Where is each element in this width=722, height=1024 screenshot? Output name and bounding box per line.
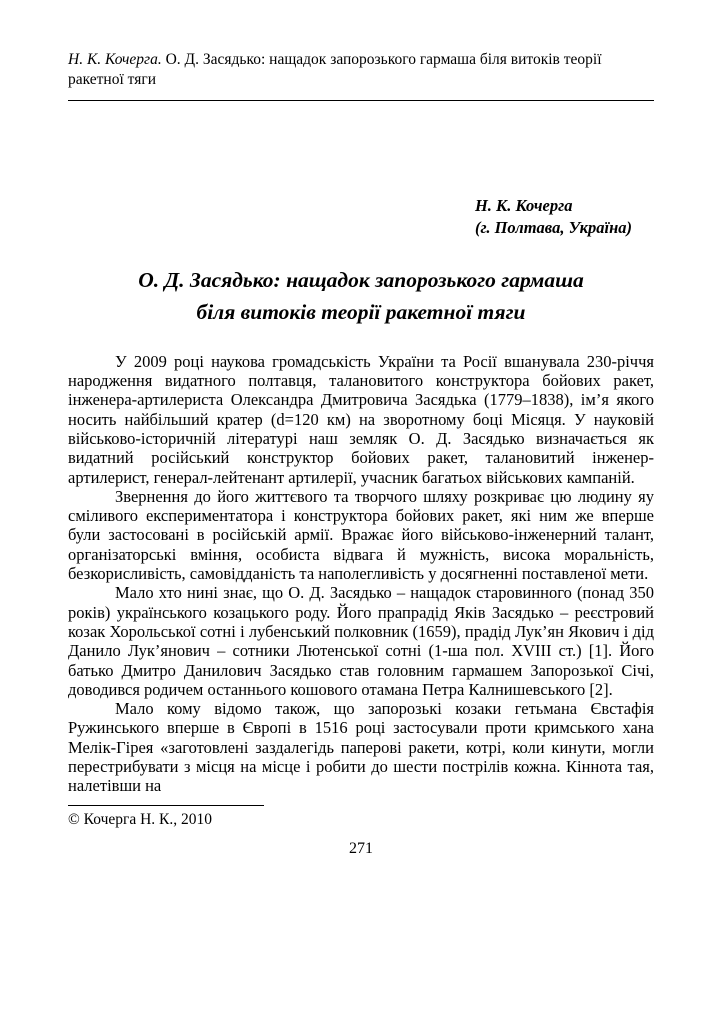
running-header-author: Н. К. Кочерга. (68, 51, 162, 68)
article-title (68, 265, 654, 327)
byline-author-location: (г. Полтава, Україна) (474, 218, 632, 238)
body-paragraph-4: Мало кому відомо також, що запорозькі козаки гетьмана Євстафія Ружинського вперше в Європі в 1516 році застосували проти кримського хана Мелік-Гірея «заготовлені заздалегідь паперові ракети, котрі, коли кинути, могли перестрибувати з місця на місце і робити до шести пострілів кожна. Кіннота тая, налетівши на (68, 699, 654, 796)
body-paragraph-2: Звернення до його життєвого та творчого шляху розкриває цю людину яу сміливого експериментатора і конструктора бойових ракет, які ним же вперше були застосовані в російській армії. Вражає його військово-інженерний талант, організаторські вміння, особиста відвага й мужність, висока моральність, безкорисливість, самовідданість та наполегливість у досягненні поставленої мети. (68, 486, 654, 584)
footnote-divider (68, 805, 264, 806)
byline-block (475, 195, 632, 240)
byline-author-name: Н. К. Кочерга (474, 195, 573, 215)
page-number: 271 (349, 839, 373, 857)
footnote-block (68, 805, 654, 830)
copyright-notice: © Кочерга Н. К., 2010 (68, 810, 213, 828)
running-header (68, 50, 654, 101)
article-body (68, 352, 654, 796)
running-header-title: О. Д. Засядько: нащадок запорозького гармаша біля витоків теорії ракетної тяги (68, 51, 602, 89)
body-paragraph-1: У 2009 році наукова громадськість України та Росії вшанувала 230-річчя народження видатного полтавця, талановитого конструктора бойових ракет, інженера-артилериста Олександра Дмитровича Засядька (1779–1838), ім’я якого носить найбільший кратер (d=120 км) на зворотному боці Місяця. У науковій військово-історичній літературі наш земляк О. Д. Засядько визначається як видатний російський конструктор бойових ракет, талановитий інженер-артилерист, генерал-лейтенант артилерії, учасник багатьох військових кампаній. (68, 351, 654, 487)
body-paragraph-3: Мало хто нині знає, що О. Д. Засядько – нащадок старовинного (понад 350 років) українського козацького роду. Його прапрадід Яків Засядько – реєстровий козак Хорольської сотні і лубенський полковник (1659), прадід Лук’ян Якович і дід Данило Лук’янович – сотники Лютенської сотні (1-ша пол. XVIII ст.) [1]. Його батько Дмитро Данилович Засядько став головним гармашем Запорозької Січі, доводився родичем останнього кошового отамана Петра Калнишевського [2]. (68, 583, 654, 699)
article-title-line1: О. Д. Засядько: нащадок запорозького гармаша (138, 268, 584, 293)
article-title-line2: біля витоків теорії ракетної тяги (196, 299, 526, 324)
